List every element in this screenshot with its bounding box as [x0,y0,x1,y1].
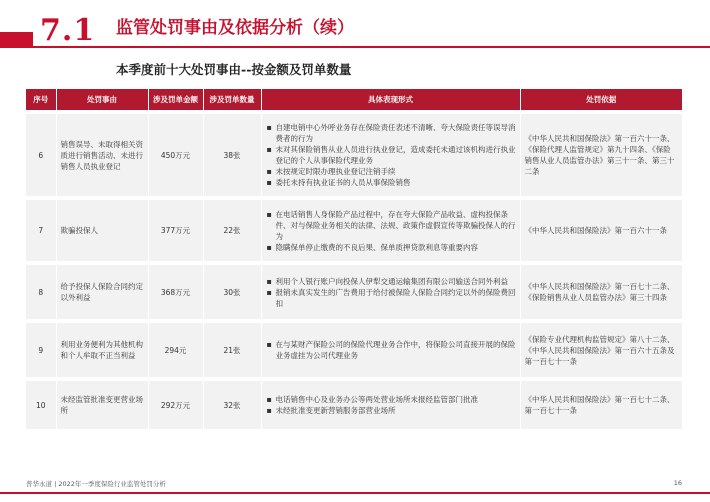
col-header-no: 序号 [26,89,56,112]
row-reason: 未经监管批准变更营业场所 [56,379,148,429]
detail-item: ▪ 在与某财产保险公司的保险代理业务合作中，将保险公司直接开展的保险业务虚挂为公司代理业务 [276,339,516,361]
row-amount: 377万元 [148,198,203,263]
footer-rule [0,492,710,494]
table-header-row [26,89,682,112]
col-header-basis: 处罚依据 [520,89,682,112]
row-count: 30张 [203,263,261,321]
detail-item: ▪ 隐瞒保单停止缴费的不良后果、保单质押贷款利息等重要内容 [276,242,516,253]
row-count: 32张 [203,379,261,429]
row-reason: 欺骗投保人 [56,198,148,263]
row-basis: 《中华人民共和国保险法》第一百六十一条、《保险代理人监管规定》第九十四条、《保险销售从业人员监管办法》第三十一条、第三十二条 [520,112,682,198]
col-header-amount: 涉及罚单金额 [148,89,203,112]
col-header-details: 具体表现形式 [261,89,520,112]
row-count: 21张 [203,321,261,379]
row-count: 38张 [203,112,261,198]
table-row [26,379,682,429]
page-subtitle: 本季度前十大处罚事由--按金额及罚单数量 [116,62,352,77]
row-details [261,198,520,263]
row-details [261,263,520,321]
table-row [26,263,682,321]
table-row [26,198,682,263]
footer-source: 普华永道 | 2022年一季度保险行业监管处罚分析 [26,480,166,488]
row-amount: 450万元 [148,112,203,198]
row-details [261,321,520,379]
section-number: 7.1 [40,13,96,48]
row-amount: 294元 [148,321,203,379]
penalty-table [26,89,682,429]
row-basis: 《保险专业代理机构监管规定》第八十二条、《中华人民共和国保险法》第一百六十五条及第一百七十一条 [520,321,682,379]
row-basis: 《中华人民共和国保险法》第一百六十一条 [520,198,682,263]
row-details [261,112,520,198]
page-number: 16 [673,479,682,487]
col-header-reason: 处罚事由 [56,89,148,112]
row-details [261,379,520,429]
row-amount: 368万元 [148,263,203,321]
row-amount: 292万元 [148,379,203,429]
table-row [26,321,682,379]
section-title: 监管处罚事由及依据分析（续） [116,18,354,38]
row-no: 9 [26,321,56,379]
table-row [26,112,682,198]
col-header-count: 涉及罚单数量 [203,89,261,112]
row-basis: 《中华人民共和国保险法》第一百七十二条、《保险销售从业人员监管办法》第三十四条 [520,263,682,321]
row-no: 8 [26,263,56,321]
detail-item: ▪ 电话销售中心及业务办公等两处营业场所未报经监管部门批准 [276,394,516,405]
row-no: 6 [26,112,56,198]
detail-item: ▪ 未对其保险销售从业人员进行执业登记，造成委托未通过该机构进行执业登记的个人从事保险代理业务 [276,144,516,166]
row-reason: 给予投保人保险合同约定以外利益 [56,263,148,321]
row-basis: 《中华人民共和国保险法》第一百七十二条、第一百七十一条 [520,379,682,429]
detail-item: ▪ 报销未真实发生的广告费用于给付被保险人保险合同约定以外的保险费回扣 [276,287,516,309]
detail-item: ▪ 利用个人银行账户向投保人伊犁交通运输集团有限公司输送合同外利益 [276,276,516,287]
detail-item: ▪ 委托未持有执业证书的人员从事保险销售 [276,177,516,188]
row-no: 7 [26,198,56,263]
row-reason: 利用业务便利为其他机构和个人牟取不正当利益 [56,321,148,379]
detail-item: ▪ 未按规定时限办理执业登记注销手续 [276,166,516,177]
detail-item: ▪ 自建电销中心外呼业务存在保险责任表述不清晰、夸大保险责任等误导消费者的行为 [276,122,516,144]
row-count: 22张 [203,198,261,263]
row-no: 10 [26,379,56,429]
header-accent-bar [0,32,33,46]
detail-item: ▪ 在电话销售人身保险产品过程中，存在夸大保险产品收益、虚构投保条件、对与保险业务相关的法律、法规、政策作虚假宣传等欺骗投保人的行为 [276,209,516,242]
detail-item: ▪ 未经批准变更新营销服务部营业场所 [276,405,516,416]
header-rule [0,46,710,48]
row-reason: 销售误导、未取得相关资质进行销售活动、未进行销售人员执业登记 [56,112,148,198]
